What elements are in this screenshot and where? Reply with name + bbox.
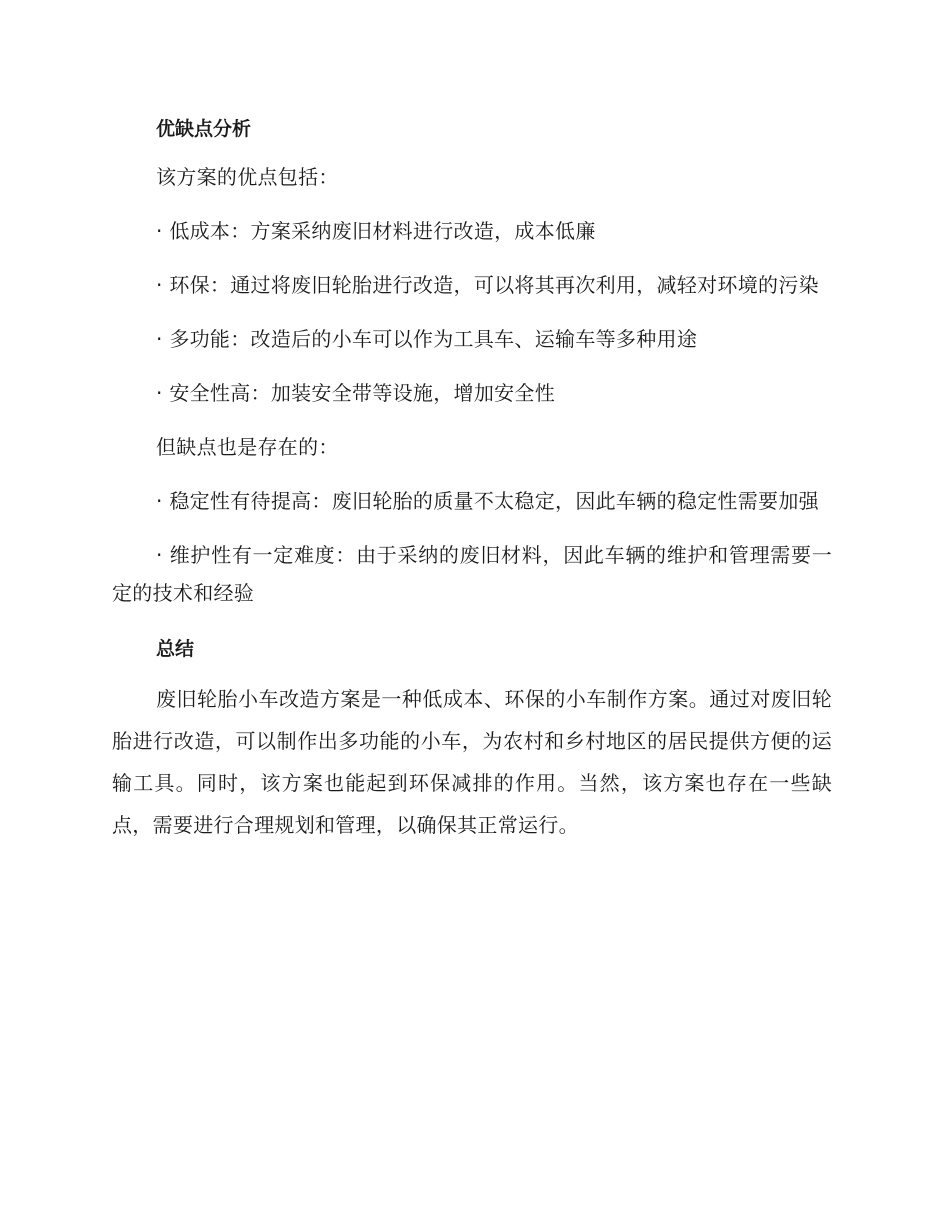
summary-paragraph: 废旧轮胎小车改造方案是一种低成本、环保的小车制作方案。通过对废旧轮胎进行改造，可以制作出多功能的小车，为农村和乡村地区的居民提供方便的运输工具。同时，该方案也能起到环保减排的作用。当然，该方案也存在一些缺点，需要进行合理规划和管理，以确保其正常运行。 — [112, 687, 832, 837]
cons-item-maintenance: · 维护性有一定难度：由于采纳的废旧材料，因此车辆的维护和管理需要一定的技术和经验 — [112, 543, 832, 605]
pros-intro-paragraph: 该方案的优点包括： — [156, 165, 339, 189]
pros-item-low-cost: · 低成本：方案采纳废旧材料进行改造，成本低廉 — [156, 219, 596, 243]
section-heading-pros-cons: 优缺点分析 — [156, 118, 252, 140]
cons-intro-paragraph: 但缺点也是存在的： — [156, 435, 339, 459]
pros-item-safety: · 安全性高：加装安全带等设施，增加安全性 — [156, 381, 556, 405]
cons-item-stability: · 稳定性有待提高：废旧轮胎的质量不太稳定，因此车辆的稳定性需要加强 — [156, 489, 819, 513]
pros-item-multifunction: · 多功能：改造后的小车可以作为工具车、运输车等多种用途 — [156, 327, 698, 351]
pros-item-eco: · 环保：通过将废旧轮胎进行改造，可以将其再次利用，减轻对环境的污染 — [156, 273, 819, 297]
section-heading-summary: 总结 — [156, 638, 195, 660]
